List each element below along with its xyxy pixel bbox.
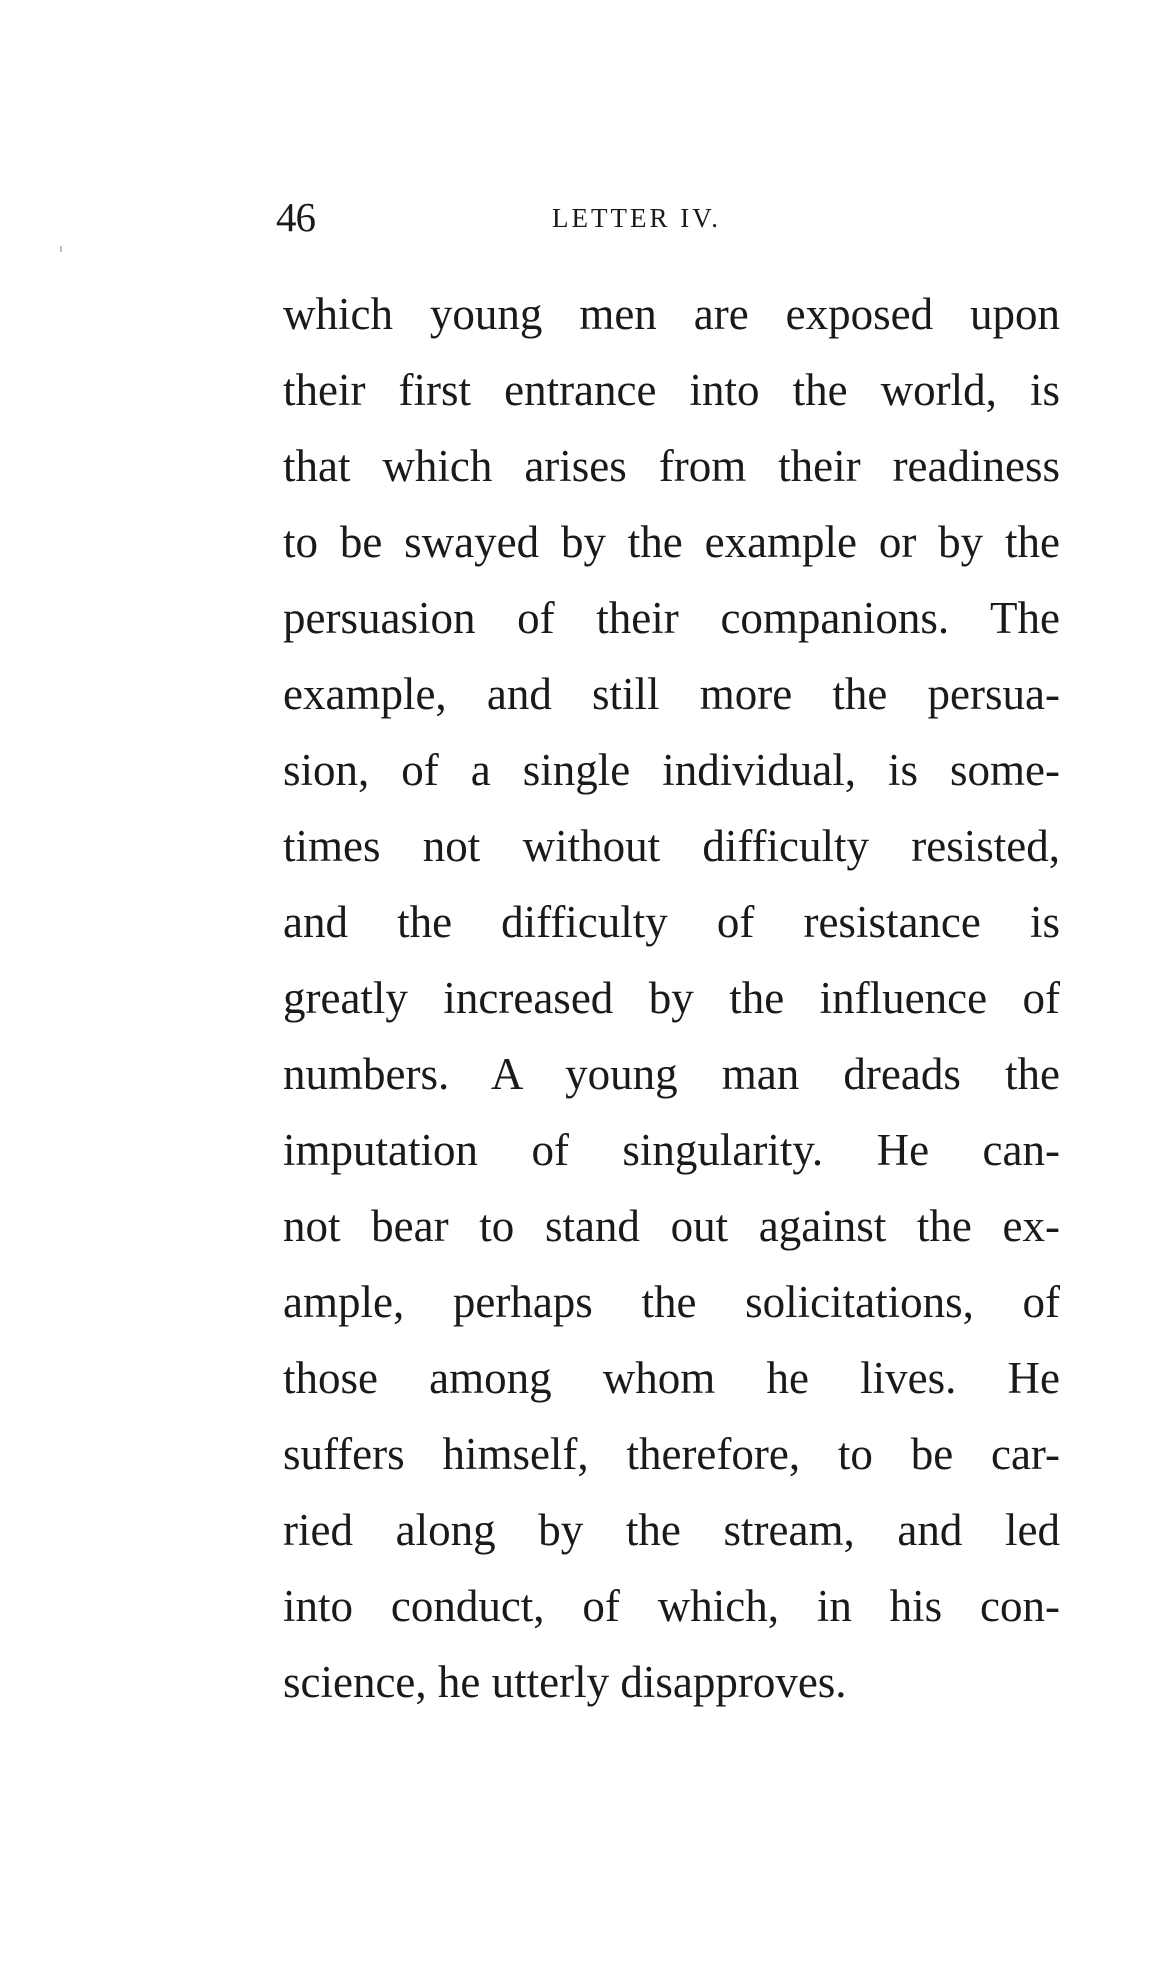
text-line: persuasion of their companions. The xyxy=(283,593,1060,643)
text-line: example, and still more the persua- xyxy=(283,669,1060,719)
body-text xyxy=(283,276,1060,1720)
text-line: suffers himself, therefore, to be car- xyxy=(283,1429,1060,1479)
text-line: their first entrance into the world, is xyxy=(283,365,1060,415)
text-line-last: science, he utterly disapproves. xyxy=(283,1657,847,1707)
text-line: greatly increased by the influence of xyxy=(283,973,1060,1023)
scan-speck xyxy=(60,246,62,252)
text-line: that which arises from their readiness xyxy=(283,441,1060,491)
text-line: sion, of a single individual, is some- xyxy=(283,745,1060,795)
text-line: ample, perhaps the solicitations, of xyxy=(283,1277,1060,1327)
text-line: those among whom he lives. He xyxy=(283,1353,1060,1403)
page-number: 46 xyxy=(276,194,315,240)
text-line: imputation of singularity. He can- xyxy=(283,1125,1060,1175)
running-head xyxy=(276,192,1066,242)
text-line: and the difficulty of resistance is xyxy=(283,897,1060,947)
text-line: times not without difficulty resisted, xyxy=(283,821,1060,871)
running-title: LETTER IV. xyxy=(552,203,721,233)
text-line: into conduct, of which, in his con- xyxy=(283,1581,1060,1631)
text-line: ried along by the stream, and led xyxy=(283,1505,1060,1555)
text-line: to be swayed by the example or by the xyxy=(283,517,1060,567)
text-line: not bear to stand out against the ex- xyxy=(283,1201,1060,1251)
text-line: which young men are exposed upon xyxy=(283,289,1060,339)
text-line: numbers. A young man dreads the xyxy=(283,1049,1060,1099)
